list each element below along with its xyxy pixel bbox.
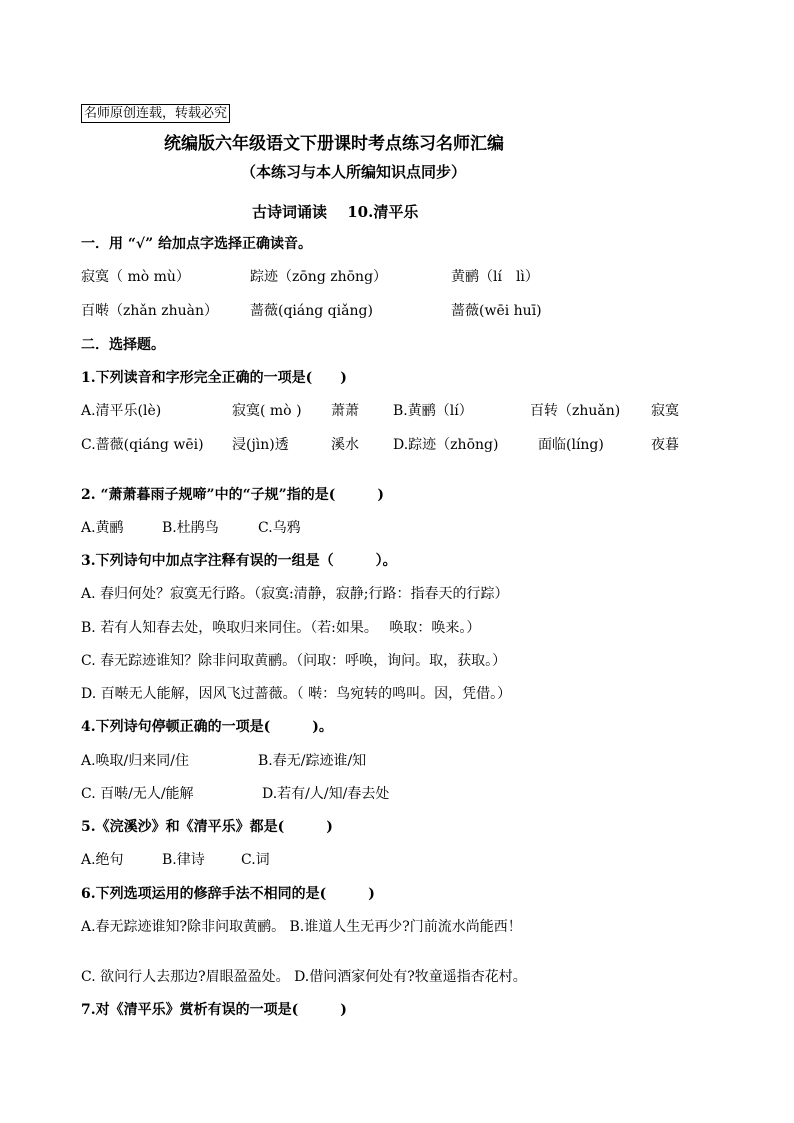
q6-option: C. 欲问行人去那边?眉眼盈盈处。 D.借问酒家何处有?牧童遥指杏花村。 bbox=[81, 969, 527, 985]
q1-option: 寂寞 bbox=[651, 403, 679, 419]
q1-option: D.踪迹（zhōng) bbox=[393, 437, 499, 453]
question-5-stem: 5.《浣溪沙》和《清平乐》都是( ) bbox=[81, 819, 333, 835]
pinyin-item: 黄鹂（lí lì） bbox=[451, 269, 539, 285]
q3-option: C. 春无踪迹谁知？除非问取黄鹂。（问取：呼唤，询问。取，获取。） bbox=[81, 653, 507, 669]
q1-option: B.黄鹂（lí） bbox=[393, 403, 473, 419]
question-3-stem: 3.下列诗句中加点字注释有误的一组是（ ）。 bbox=[81, 553, 397, 569]
pinyin-item: 蔷薇(wēi huī) bbox=[451, 303, 542, 319]
q3-option: D. 百啭无人能解，因风飞过蔷薇。（ 啭：鸟宛转的鸣叫。因，凭借。） bbox=[81, 686, 512, 702]
page-title: 统编版六年级语文下册课时考点练习名师汇编 bbox=[164, 134, 504, 154]
question-4-stem: 4.下列诗句停顿正确的一项是( )。 bbox=[81, 719, 333, 735]
q1-option: 寂寞( mò ) bbox=[232, 403, 302, 419]
question-1-stem: 1.下列读音和字形完全正确的一项是( ) bbox=[81, 370, 347, 386]
pinyin-item: 蔷薇(qiáng qiǎng) bbox=[250, 303, 373, 319]
copyright-badge: 名师原创连载，转载必究 bbox=[81, 104, 230, 123]
q1-option: A.清平乐(lè) bbox=[81, 403, 162, 419]
q1-option: 萧萧 bbox=[331, 403, 359, 419]
q1-option: 夜暮 bbox=[651, 437, 679, 453]
q5-option: C.词 bbox=[241, 852, 270, 868]
section1-heading: 一．用 “√” 给加点字选择正确读音。 bbox=[81, 236, 313, 252]
q4-option: A.唤取/归来同/住 bbox=[81, 753, 189, 769]
q2-option: A.黄鹂 bbox=[81, 520, 124, 536]
question-7-stem: 7.对《清平乐》赏析有误的一项是( ) bbox=[81, 1002, 347, 1018]
q4-option: B.春无/踪迹谁/知 bbox=[258, 753, 367, 769]
q1-option: 浸(jìn)透 bbox=[232, 437, 289, 453]
section2-heading: 二．选择题。 bbox=[81, 337, 165, 353]
page-subtitle: （本练习与本人所编知识点同步） bbox=[241, 163, 467, 181]
pinyin-item: 百啭（zhǎn zhuàn） bbox=[81, 303, 218, 319]
q1-option: 溪水 bbox=[331, 437, 359, 453]
question-2-stem: 2. “萧萧暮雨子规啼”中的“子规”指的是( ) bbox=[81, 487, 384, 503]
q2-option: C.乌鸦 bbox=[258, 520, 301, 536]
pinyin-item: 寂寞（ mò mù） bbox=[81, 269, 190, 285]
q5-option: A.绝句 bbox=[81, 852, 124, 868]
q5-option: B.律诗 bbox=[162, 852, 205, 868]
q3-option: B. 若有人知春去处，唤取归来同住。（若:如果。 唤取：唤来。） bbox=[81, 620, 481, 636]
q4-option: D.若有/人/知/春去处 bbox=[262, 786, 390, 802]
q3-option: A. 春归何处？寂寞无行路。（寂寞:清静，寂静;行路：指春天的行踪） bbox=[81, 586, 509, 602]
question-6-stem: 6.下列选项运用的修辞手法不相同的是( ) bbox=[81, 886, 375, 902]
q4-option: C. 百啭/无人/能解 bbox=[81, 786, 194, 802]
pinyin-item: 踪迹（zōng zhōng） bbox=[250, 269, 388, 285]
lesson-title: 古诗词诵读 10.清平乐 bbox=[252, 203, 419, 221]
q6-option: A.春无踪迹谁知?除非问取黄鹂。 B.谁道人生无再少?门前流水尚能西！ bbox=[81, 919, 522, 935]
q1-option: 百转（zhuǎn) bbox=[530, 403, 621, 419]
q2-option: B.杜鹃鸟 bbox=[162, 520, 219, 536]
q1-option: 面临(líng) bbox=[538, 437, 604, 453]
q1-option: C.蔷薇(qiáng wēi) bbox=[81, 437, 204, 453]
